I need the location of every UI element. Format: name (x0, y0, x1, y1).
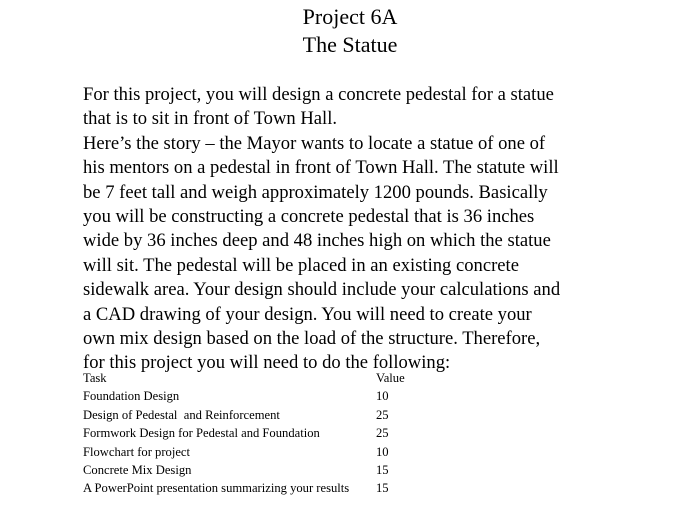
page-title: Project 6A (302, 4, 398, 29)
table-row (83, 387, 405, 405)
task-table (83, 369, 405, 498)
table-row (83, 406, 405, 424)
body-line: you will be constructing a concrete pedestal that is 36 inches (83, 206, 535, 228)
value-cell: 25 (376, 407, 389, 422)
table-header-row (83, 369, 405, 387)
table-row (83, 461, 405, 479)
value-cell: 10 (376, 444, 389, 459)
task-cell: Concrete Mix Design (83, 463, 192, 478)
task-cell: Flowchart for project (83, 444, 191, 459)
value-cell: 25 (376, 426, 389, 441)
body-line: a CAD drawing of your design. You will need to create your (83, 303, 532, 325)
header-task: Task (83, 371, 107, 385)
table-row (83, 479, 405, 497)
body-line: for this project you will need to do the following: (83, 352, 451, 374)
task-cell: Design of Pedestal and Reinforcement (83, 407, 280, 422)
body-line: wide by 36 inches deep and 48 inches high on which the statue (83, 230, 551, 252)
value-cell: 10 (376, 389, 389, 404)
task-cell: Foundation Design (83, 389, 180, 404)
body-line: will sit. The pedestal will be placed in an existing concrete (83, 254, 519, 276)
header-value: Value (376, 371, 405, 385)
body-line: that is to sit in front of Town Hall. (83, 108, 338, 130)
body-line: own mix design based on the load of the structure. Therefore, (83, 328, 541, 350)
table-row (83, 424, 405, 442)
task-cell: A PowerPoint presentation summarizing your results (83, 481, 350, 496)
body-line: sidewalk area. Your design should include your calculations and (83, 279, 561, 301)
page-subtitle: The Statue (302, 32, 398, 57)
value-cell: 15 (376, 463, 389, 478)
project-description (83, 83, 623, 376)
table-row (83, 443, 405, 461)
body-line: Here’s the story – the Mayor wants to locate a statue of one of (83, 132, 546, 154)
body-line: his mentors on a pedestal in front of Town Hall. The statute will (83, 157, 559, 179)
task-cell: Formwork Design for Pedestal and Foundation (83, 426, 320, 441)
value-cell: 15 (376, 481, 389, 496)
title-block (0, 3, 700, 59)
body-line: be 7 feet tall and weigh approximately 1200 pounds. Basically (83, 181, 548, 203)
body-line: For this project, you will design a concrete pedestal for a statue (83, 84, 554, 105)
